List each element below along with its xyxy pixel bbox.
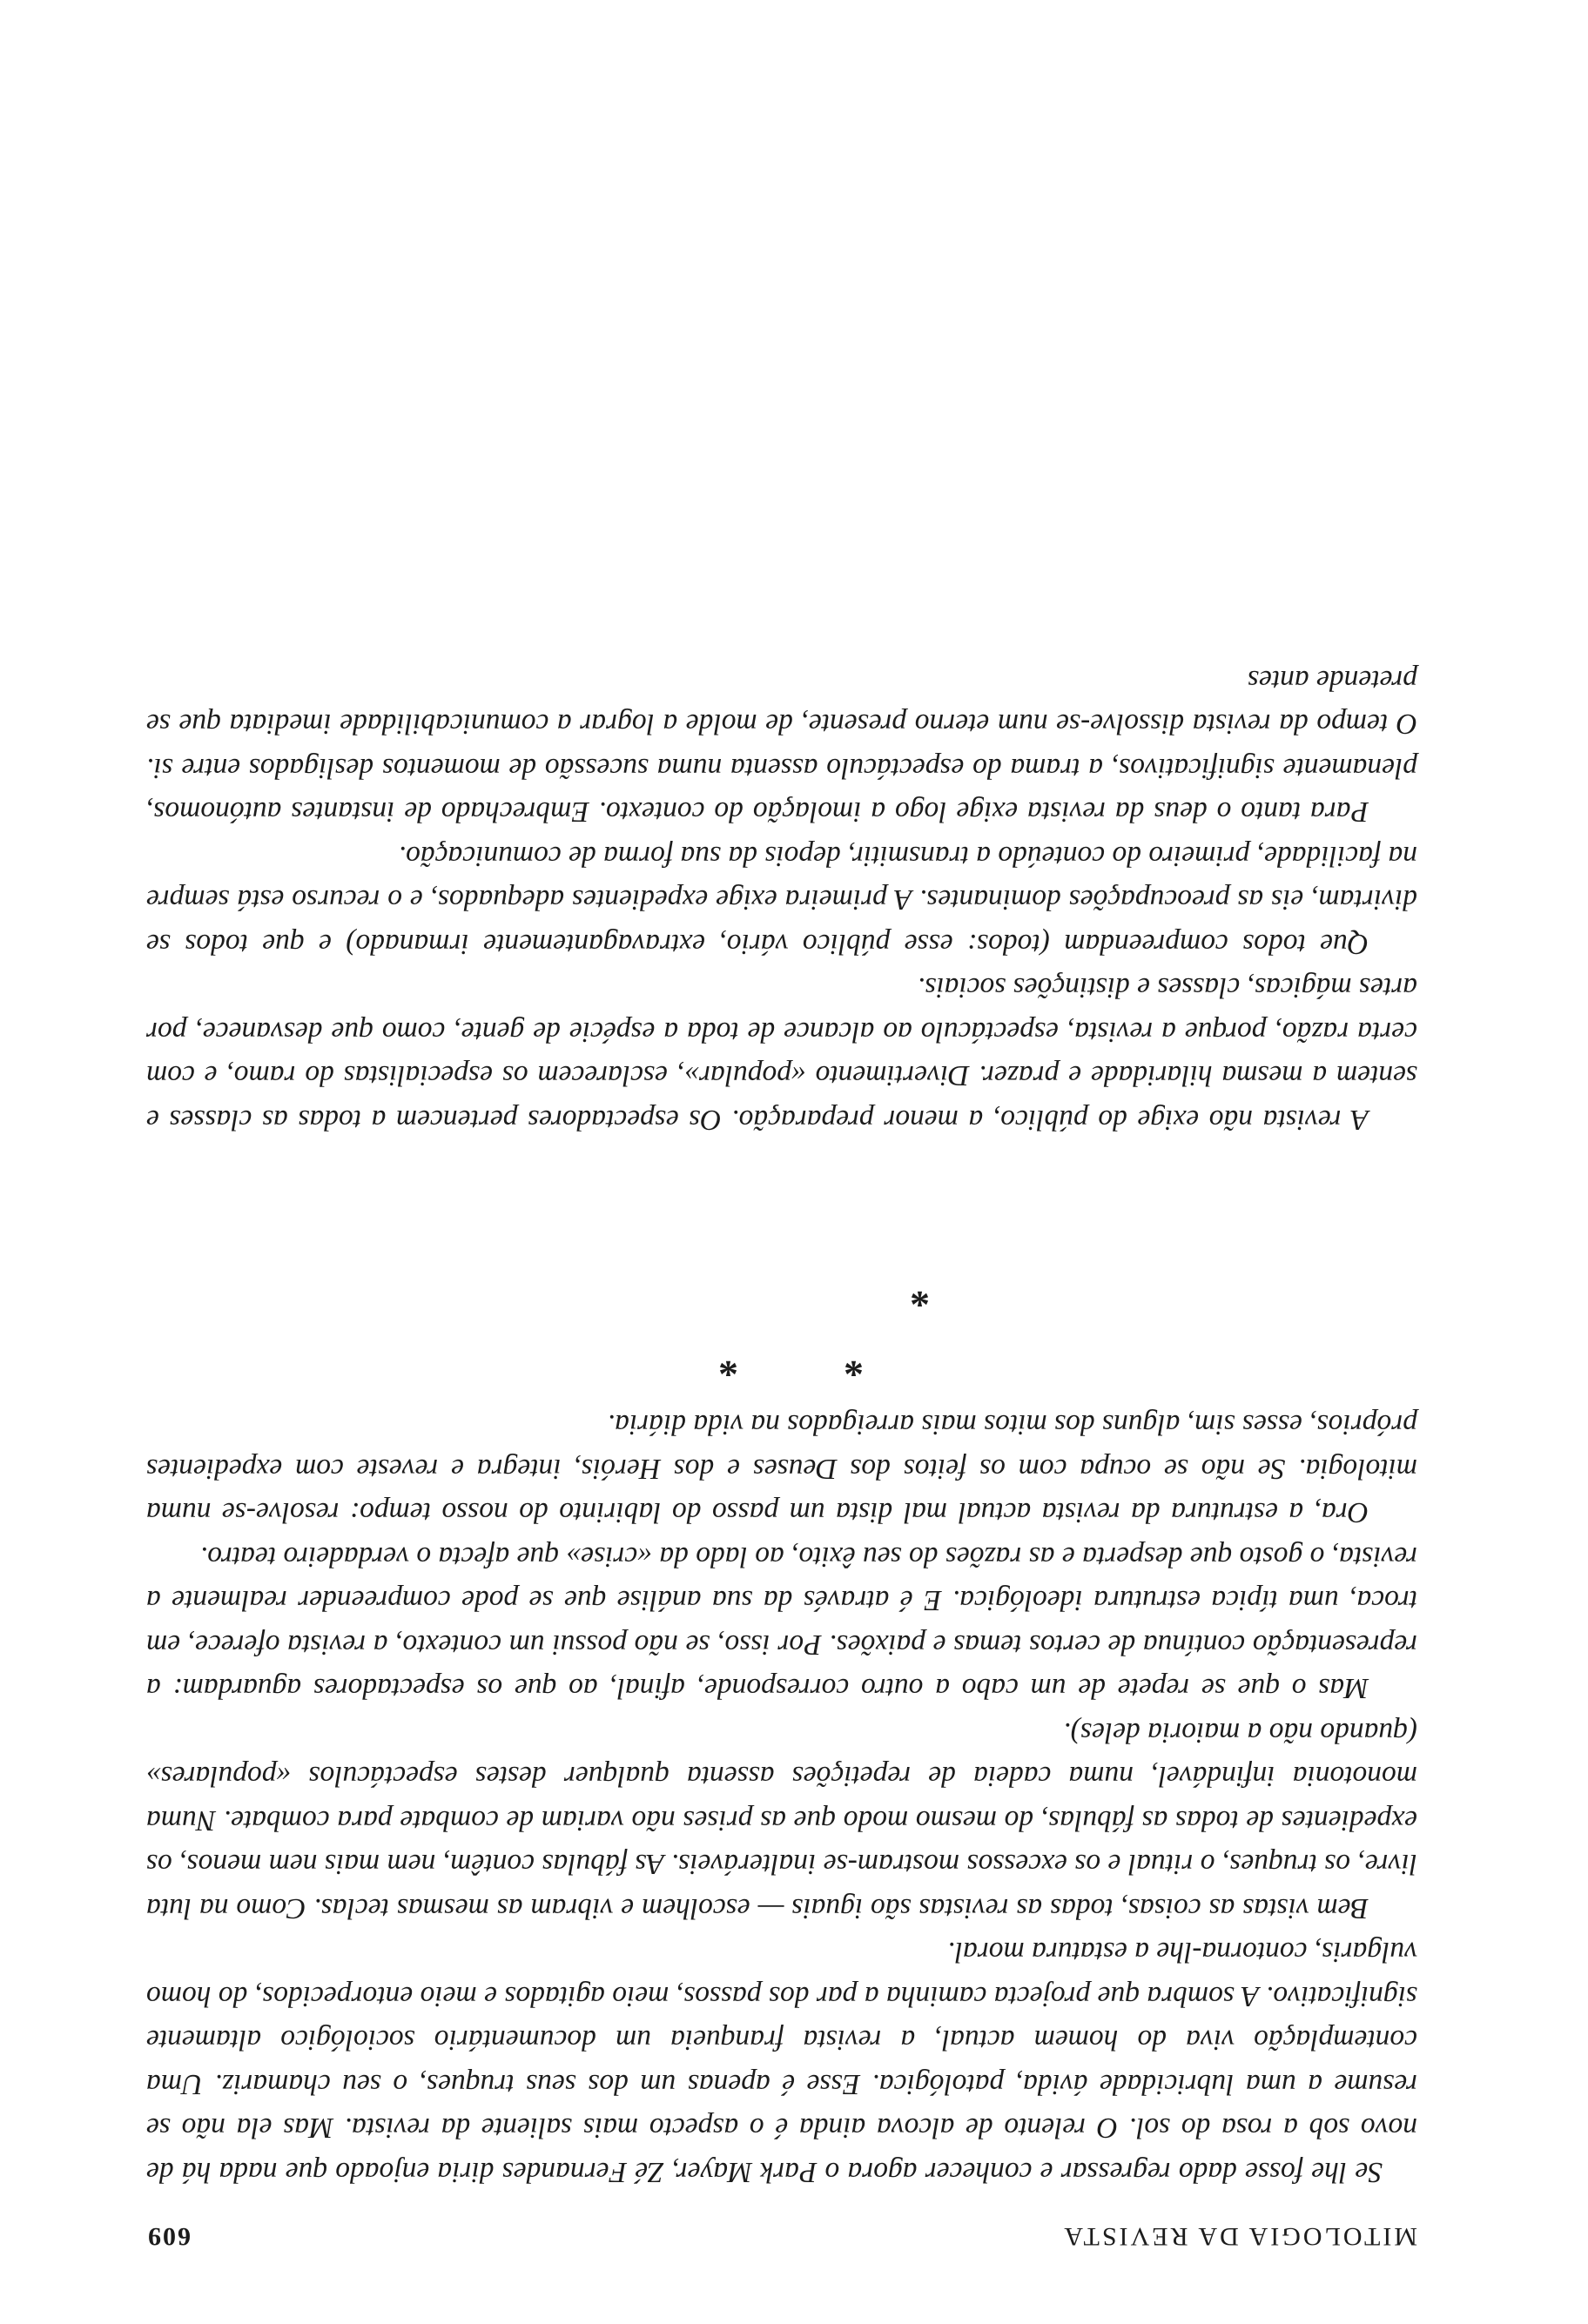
separator-star: * <box>844 1341 864 1386</box>
page-number: 609 <box>146 2222 191 2251</box>
paragraph-1: Se lhe fosse dado regressar e conhecer agora o Park Mayer, Zé Fernandes diria enjoado que nada há de novo sob a rosa do sol. O relento de alcova ainda é o aspecto mais saliente da revista. Mas ela não se resume a uma lubricidade ávida, patológica. Esse é apenas um dos seus truques, o seu chamariz. Uma contemplação viva do homem actual, a revista franqueia um documentário sociológico altamente significativo. A sombra que projecta caminha a par dos passos, meio agitados e meio entorpecidos, do homo vulgaris, contorna-lhe a estatura moral. <box>146 1936 1417 2188</box>
separator-star: * <box>910 1272 930 1316</box>
paragraph-6: Que todos compreendam (todos: esse público vário, extravagantemente irmanado) e que todos se divirtam, eis as preocupações dominantes. A primeira exige expedientes adequados, e o recurso está sempre na facilidade, primeiro do conteúdo a transmitir, depois da sua forma de comunicação. <box>146 840 1417 960</box>
section-separator <box>146 1141 1417 1402</box>
paragraph-2: Bem vistas as coisas, todas as revistas são iguais — escolhem e vibram as mesmas teclas. Como na luta livre, os truques, o ritual e os excessos mostram-se inalteráveis. As fábulas contêm, nem mais nem menos, os expedientes de todas as fábulas, do mesmo modo que as prises não variam de combate para combate. Numa monotonia infindável, numa cadeia de repetições assenta qualquer destes espectáculos «populares» (quando não a maioria deles). <box>146 1716 1417 1924</box>
body-text <box>146 658 1417 2194</box>
paragraph-7: Para tanto o deus da revista exige logo a imolação do contexto. Embrechado de instantes autónomos, plenamente significativos, a trama do espectáculo assenta numa sucessão de momentos desligados entre si. O tempo da revista dissolve-se num eterno presente, de molde a lograr a comunicabilidade imediata que se pretende antes <box>146 664 1417 829</box>
paragraph-5: A revista não exige do público, a menor preparação. Os espectadores pertencem a todas as classes e sentem a mesma hilaridade e prazer. Divertimento «popular», esclarecem os especialistas do ramo, e com certa razão, porque a revista, espectáculo ao alcance de toda a espécie de gente, como que desvanece, por artes mágicas, classes e distinções sociais. <box>146 971 1417 1136</box>
paragraph-4: Ora, a estrutura da revista actual mal dista um passo do labirinto do nosso tempo: resolve-se numa mitologia. Se não se ocupa com os feitos dos Deuses e dos Heróis, integra e reveste com expedientes próprios, esses sim, alguns dos mitos mais arreigados na vida diária. <box>146 1408 1417 1529</box>
running-title: MITOLOGIA DA REVISTA <box>1061 2222 1417 2251</box>
page-header <box>146 2221 1417 2251</box>
paragraph-3: Mas o que se repete de um cabo a outro corresponde, afinal, ao que os espectadores aguardam: a representação contínua de certos temas e paixões. Por isso, se não possui um contexto, a revista oferece, em troca, uma típica estrutura ideológica. E é através da sua análise que se pode compreender realmente a revista, o gosto que desperta e as razões do seu êxito, ao lado da «crise» que afecta o verdadeiro teatro. <box>146 1541 1417 1705</box>
separator-star: * <box>718 1341 738 1386</box>
